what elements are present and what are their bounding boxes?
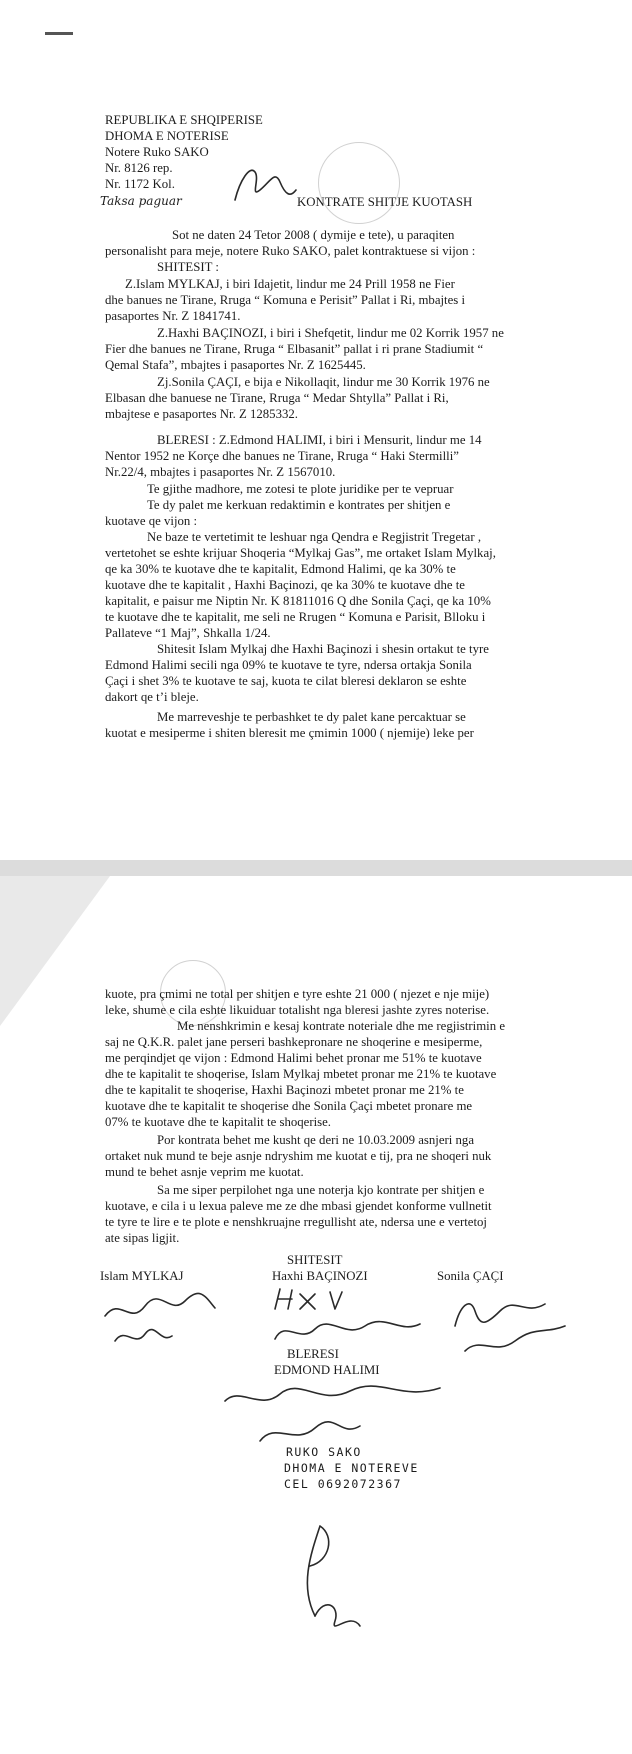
body-line: dakort qe t’i bleje. xyxy=(105,690,199,704)
section-heading-buyer: BLERESI : Z.Edmond HALIMI, i biri i Mensurit, lindur me 14 xyxy=(157,433,482,447)
body-line: kuotave dhe te kapitalit te shoqerise dhe Sonila Çaçi mbetet pronare me xyxy=(105,1099,473,1113)
body-line: kuotave, e cila i u lexua paleve me ze dhe mbasi gjendet konforme vullnetit xyxy=(105,1199,492,1213)
body-line: Elbasan dhe banuese ne Tirane, Rruga “ Medar Shtylla” Pallat i Ri, xyxy=(105,391,449,405)
body-line: vertetohet se eshte krijuar Shoqeria “Mylkaj Gas”, me ortaket Islam Mylkaj, xyxy=(105,546,496,560)
document-page-1 xyxy=(0,0,632,860)
body-line: Sot ne daten 24 Tetor 2008 ( dymije e tete), u paraqiten xyxy=(172,228,455,242)
body-line: kuotave dhe te kapitalit , Haxhi Baçinozi, qe ka 30% te kuotave dhe te xyxy=(105,578,465,592)
notary-stamp-chamber: DHOMA E NOTEREVE xyxy=(284,1461,419,1475)
buyer-heading: BLERESI xyxy=(287,1347,339,1361)
body-line: pasaportes Nr. Z 1841741. xyxy=(105,309,241,323)
document-page-2 xyxy=(0,876,632,1754)
body-line: Z.Islam MYLKAJ, i biri Idajetit, lindur me 24 Prill 1958 ne Fier xyxy=(125,277,455,291)
body-line: saj ne Q.K.R. palet jane perseri bashkepronare ne shoqerine e mesiperme, xyxy=(105,1035,483,1049)
body-line: ortaket nuk mund te beje asnje ndryshim me kuotat e tij, pra ne shoqeri nuk xyxy=(105,1149,492,1163)
page-separator xyxy=(0,860,632,876)
body-line: Te gjithe madhore, me zotesi te plote juridike per te vepruar xyxy=(147,482,454,496)
seller-name-mylkaj: Islam MYLKAJ xyxy=(100,1269,184,1283)
body-line: leke, shume e cila eshte likuiduar totalisht nga bleresi jashte zyres noterise. xyxy=(105,1003,490,1017)
notary-stamp-name: RUKO SAKO xyxy=(286,1445,362,1459)
body-line: qe ka 30% te kuotave dhe te kapitalit, Edmond Halimi, qe ka 30% te xyxy=(105,562,456,576)
signature-bacinozi xyxy=(270,1284,430,1354)
body-line: te tyre te lire e te plote e nenshkruajne rregullisht ate, ndersa une e vertetoj xyxy=(105,1215,487,1229)
initials-signature xyxy=(230,160,300,210)
body-line: Pallateve “1 Maj”, Shkalla 1/24. xyxy=(105,626,271,640)
body-line: Çaçi i shet 3% te kuotave te saj, kuota te cilat bleresi deklaron se eshte xyxy=(105,674,467,688)
body-line: Me marreveshje te perbashket te dy palet kane percaktuar se xyxy=(157,710,466,724)
repertory-number: Nr. 8126 rep. xyxy=(105,161,173,175)
section-heading-sellers: SHITESIT : xyxy=(157,260,219,274)
seller-name-caci: Sonila ÇAÇI xyxy=(437,1269,504,1283)
body-line: me perqindjet qe vijon : Edmond Halimi behet pronar me 51% te kuotave xyxy=(105,1051,482,1065)
header-line: DHOMA E NOTERISE xyxy=(105,129,229,143)
body-line: Edmond Halimi secili nga 09% te kuotave te tyre, ndersa ortakja Sonila xyxy=(105,658,472,672)
buyer-name: EDMOND HALIMI xyxy=(274,1363,380,1377)
body-line: kuotat e mesiperme i shiten bleresit me çmimin 1000 ( njemije) leke per xyxy=(105,726,474,740)
folded-corner xyxy=(0,876,110,1026)
header-line: Notere Ruko SAKO xyxy=(105,145,209,159)
notary-stamp-phone: CEL 0692072367 xyxy=(284,1477,402,1491)
body-line: Sa me siper perpilohet nga une noterja kjo kontrate per shitjen e xyxy=(157,1183,485,1197)
body-line: dhe banues ne Tirane, Rruga “ Komuna e Perisit” Pallat i Ri, mbajtes i xyxy=(105,293,466,307)
document-title: KONTRATE SHITJE KUOTASH xyxy=(297,195,473,209)
body-line: dhe te kapitalit te shoqerise, Haxhi Baçinozi mbetet pronar me 21% te xyxy=(105,1083,464,1097)
body-line: te kuotave dhe te kapitalit, me seli ne Rrugen “ Komuna e Parisit, Blloku i xyxy=(105,610,486,624)
body-line: mbajtese e pasaportes Nr. Z 1285332. xyxy=(105,407,298,421)
body-line: personalisht para meje, notere Ruko SAKO, palet kontraktuese si vijon : xyxy=(105,244,476,258)
collection-number: Nr. 1172 Kol. xyxy=(105,177,175,191)
body-line: Fier dhe banues ne Tirane, Rruga “ Elbasanit” pallat i ri prane Stadiumit “ xyxy=(105,342,484,356)
body-line: dhe te kapitalit te shoqerise, Islam Mylkaj mbetet pronar me 21% te kuotave xyxy=(105,1067,497,1081)
body-line: kapitalit, e paisur me Niptin Nr. K 81811016 Q dhe Sonila Çaçi, qe ka 10% xyxy=(105,594,491,608)
body-line: Z.Haxhi BAÇINOZI, i biri i Shefqetit, lindur me 02 Korrik 1957 ne xyxy=(157,326,504,340)
signature-mylkaj xyxy=(100,1286,220,1356)
body-line: Nr.22/4, mbajtes i pasaportes Nr. Z 1567010. xyxy=(105,465,336,479)
body-line: Ne baze te vertetimit te leshuar nga Qendra e Regjistrit Tregetar , xyxy=(147,530,482,544)
notary-seal-stamp xyxy=(318,142,400,224)
sellers-heading: SHITESIT xyxy=(287,1253,343,1267)
body-line: Me nenshkrimin e kesaj kontrate noteriale dhe me regjistrimin e xyxy=(177,1019,505,1033)
seller-name-bacinozi: Haxhi BAÇINOZI xyxy=(272,1269,368,1283)
body-line: 07% te kuotave dhe te kapitalit te shoqerise. xyxy=(105,1115,332,1129)
body-line: Zj.Sonila ÇAÇI, e bija e Nikollaqit, lindur me 30 Korrik 1976 ne xyxy=(157,375,490,389)
scan-mark xyxy=(45,32,73,35)
body-line: Qemal Stafa”, mbajtes i pasaportes Nr. Z 1625445. xyxy=(105,358,366,372)
body-line: Nentor 1952 ne Korçe dhe banues ne Tirane, Rruga “ Haki Stermilli” xyxy=(105,449,459,463)
body-line: Por kontrata behet me kusht qe deri ne 10.03.2009 asnjeri nga xyxy=(157,1133,474,1147)
signature-caci xyxy=(445,1286,575,1366)
body-line: kuote, pra çmimi ne total per shitjen e tyre eshte 21 000 ( njezet e nje mije) xyxy=(105,987,490,1001)
body-line: Shitesit Islam Mylkaj dhe Haxhi Baçinozi i shesin ortakut te tyre xyxy=(157,642,489,656)
body-line: kuotave qe vijon : xyxy=(105,514,198,528)
body-line: ate sipas ligjit. xyxy=(105,1231,180,1245)
body-line: Te dy palet me kerkuan redaktimin e kontrates per shitjen e xyxy=(147,498,451,512)
notary-signature xyxy=(280,1516,370,1636)
body-line: mund te behet asnje veprim me kuotat. xyxy=(105,1165,304,1179)
handwritten-note: Taksa paguar xyxy=(100,194,182,208)
header-line: REPUBLIKA E SHQIPERISE xyxy=(105,113,263,127)
